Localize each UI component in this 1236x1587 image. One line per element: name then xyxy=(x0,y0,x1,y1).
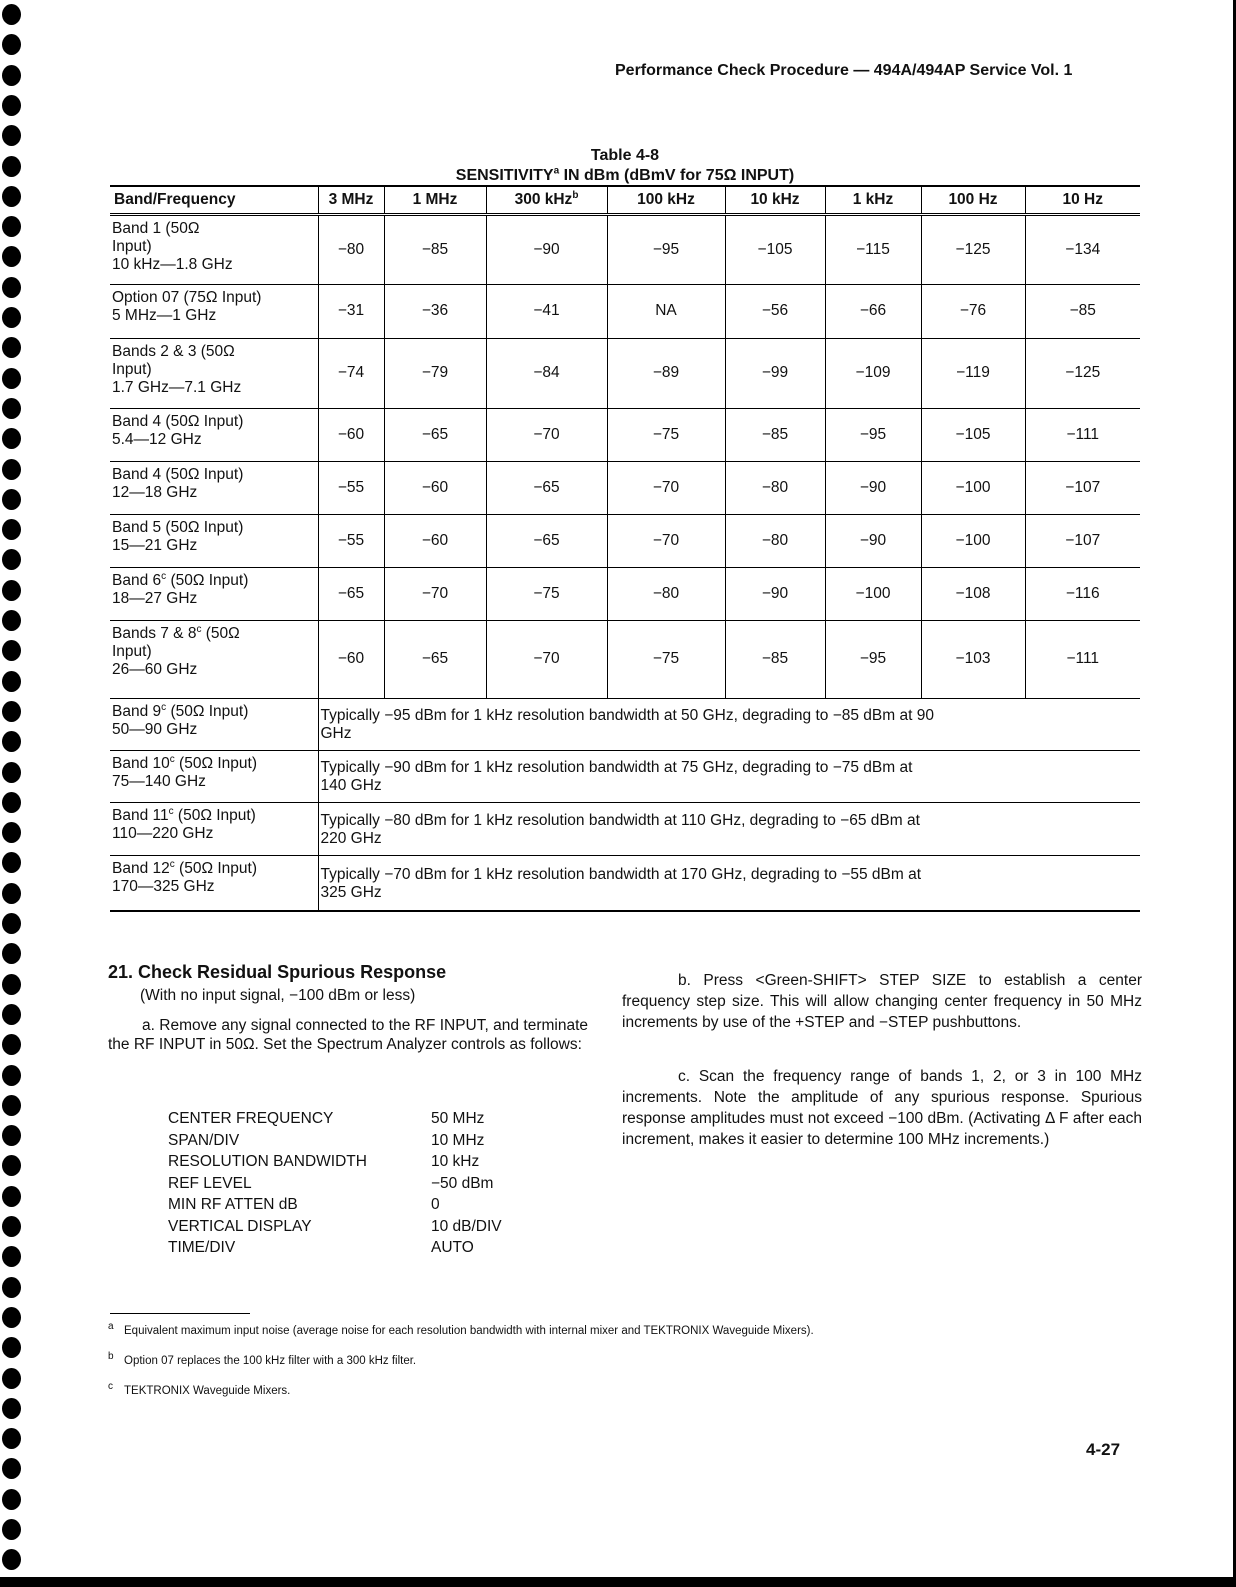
binder-hole xyxy=(2,1489,21,1510)
binder-hole xyxy=(2,216,21,237)
binder-holes xyxy=(0,0,26,1587)
value-cell: −60 xyxy=(318,620,384,698)
value-cell: −70 xyxy=(607,514,725,567)
setting-row: TIME/DIV AUTO xyxy=(168,1239,474,1256)
value-cell: −60 xyxy=(384,461,486,514)
value-cell: −109 xyxy=(825,338,921,408)
binder-hole xyxy=(2,368,21,389)
value-cell: −119 xyxy=(921,338,1025,408)
value-cell: −95 xyxy=(825,620,921,698)
value-cell: −60 xyxy=(318,408,384,461)
band-cell: Band 4 (50Ω Input) 5.4—12 GHz xyxy=(110,408,318,461)
value-cell: −115 xyxy=(825,214,921,284)
table-row xyxy=(110,514,1140,567)
table-title xyxy=(110,146,1140,186)
section-heading: 21. Check Residual Spurious Response xyxy=(108,962,447,982)
binder-hole xyxy=(2,1095,21,1116)
value-cell: −107 xyxy=(1025,514,1140,567)
binder-hole xyxy=(2,428,21,449)
setting-row: REF LEVEL −50 dBm xyxy=(168,1174,494,1192)
table-row-note xyxy=(110,698,1140,750)
value-cell: −90 xyxy=(486,214,607,284)
value-cell: −103 xyxy=(921,620,1025,698)
col-header-100khz: 100 kHz xyxy=(607,186,725,214)
value-cell: −31 xyxy=(318,284,384,338)
binder-hole xyxy=(2,701,21,722)
value-cell: −134 xyxy=(1025,214,1140,284)
binder-hole xyxy=(2,125,21,146)
table-label: Table 4-8 xyxy=(590,147,660,164)
footnote: b Option 07 replaces the 100 kHz filter with a 300 kHz filter. xyxy=(108,1351,417,1367)
binder-hole xyxy=(2,822,21,843)
binder-hole xyxy=(2,1246,21,1267)
binder-hole xyxy=(2,762,21,783)
binder-hole xyxy=(2,1155,21,1176)
value-cell: −80 xyxy=(725,514,825,567)
setting-row: CENTER FREQUENCY 50 MHz xyxy=(168,1110,485,1127)
value-cell: −95 xyxy=(825,408,921,461)
binder-hole xyxy=(2,792,21,813)
value-cell: −70 xyxy=(486,408,607,461)
setting-row: SPAN/DIV 10 MHz xyxy=(168,1131,485,1149)
binder-hole xyxy=(2,1307,21,1328)
value-cell: −65 xyxy=(486,514,607,567)
setting-row: VERTICAL DISPLAY 10 dB/DIV xyxy=(168,1217,502,1235)
value-cell: −70 xyxy=(607,461,725,514)
binder-hole xyxy=(2,4,21,25)
table-row xyxy=(110,461,1140,514)
value-cell: −80 xyxy=(725,461,825,514)
value-cell: −99 xyxy=(725,338,825,408)
band-cell: Option 07 (75Ω Input) 5 MHz—1 GHz xyxy=(110,284,318,338)
binder-hole xyxy=(2,34,21,55)
binder-hole xyxy=(2,1125,21,1146)
footnote: c TEKTRONIX Waveguide Mixers. xyxy=(108,1381,291,1397)
table-row-note xyxy=(110,802,1140,855)
step-a-paragraph: a. Remove any signal connected to the RF INPUT, and terminate the RF INPUT in 50Ω. Set the Spectrum Analyzer controls as follows: xyxy=(108,1017,588,1053)
table-row xyxy=(110,567,1140,620)
binder-hole xyxy=(2,337,21,358)
binder-hole xyxy=(2,1428,21,1449)
setting-row: MIN RF ATTEN dB 0 xyxy=(168,1196,440,1213)
note-cell: Typically −80 dBm for 1 kHz resolution bandwidth at 110 GHz, degrading to −65 dBm at 220 GHz xyxy=(318,802,1140,855)
table-row xyxy=(110,284,1140,338)
binder-hole xyxy=(2,95,21,116)
table-row xyxy=(110,338,1140,408)
value-cell: NA xyxy=(607,284,725,338)
col-header-100hz: 100 Hz xyxy=(921,186,1025,214)
value-cell: −66 xyxy=(825,284,921,338)
table-row-note xyxy=(110,855,1140,911)
value-cell: −90 xyxy=(825,461,921,514)
value-cell: −65 xyxy=(384,408,486,461)
step-b-paragraph: b. Press <Green-SHIFT> STEP SIZE to establish a center frequency step size. This will allow changing center frequency in 50 MHz increments by use of the +STEP and −STEP pushbuttons. xyxy=(622,972,1142,1031)
band-cell: Bands 7 & 8$^c$ (50Ω Input) 26—60 GHz xyxy=(110,620,318,698)
value-cell: −90 xyxy=(725,567,825,620)
band-cell: Band 9$^c$ (50Ω Input) 50—90 GHz xyxy=(110,698,318,750)
value-cell: −65 xyxy=(486,461,607,514)
value-cell: −85 xyxy=(725,620,825,698)
value-cell: −111 xyxy=(1025,620,1140,698)
binder-hole xyxy=(2,1337,21,1358)
page-number: 4-27 xyxy=(1086,1440,1121,1459)
binder-hole xyxy=(2,1277,21,1298)
footnote-rule xyxy=(110,1313,250,1314)
col-header-300khz: 300 kHz$^b$ xyxy=(486,186,607,214)
col-header-band: Band/Frequency xyxy=(110,186,318,214)
value-cell: −55 xyxy=(318,461,384,514)
col-header-10khz: 10 kHz xyxy=(725,186,825,214)
band-cell: Band 11$^c$ (50Ω Input) 110—220 GHz xyxy=(110,802,318,855)
binder-hole xyxy=(2,640,21,661)
binder-hole xyxy=(2,610,21,631)
binder-hole xyxy=(2,1368,21,1389)
binder-hole xyxy=(2,186,21,207)
value-cell: −80 xyxy=(318,214,384,284)
value-cell: −95 xyxy=(607,214,725,284)
value-cell: −105 xyxy=(921,408,1025,461)
value-cell: −89 xyxy=(607,338,725,408)
binder-hole xyxy=(2,65,21,86)
binder-hole xyxy=(2,156,21,177)
value-cell: −41 xyxy=(486,284,607,338)
value-cell: −74 xyxy=(318,338,384,408)
table-row xyxy=(110,408,1140,461)
table-row-note xyxy=(110,750,1140,802)
value-cell: −76 xyxy=(921,284,1025,338)
footnote: a Equivalent maximum input noise (average noise for each resolution bandwidth with internal mixer and TEKTRONIX Waveguide Mixers). xyxy=(108,1321,814,1337)
running-header: Performance Check Procedure — 494A/494AP Service Vol. 1 xyxy=(615,62,1073,79)
band-cell: Band 4 (50Ω Input) 12—18 GHz xyxy=(110,461,318,514)
binder-hole xyxy=(2,1034,21,1055)
binder-hole xyxy=(2,1004,21,1025)
value-cell: −80 xyxy=(607,567,725,620)
binder-hole xyxy=(2,1186,21,1207)
value-cell: −36 xyxy=(384,284,486,338)
value-cell: −107 xyxy=(1025,461,1140,514)
binder-hole xyxy=(2,489,21,510)
value-cell: −105 xyxy=(725,214,825,284)
binder-hole xyxy=(2,398,21,419)
binder-hole xyxy=(2,1065,21,1086)
step-c-paragraph: c. Scan the frequency range of bands 1, 2, or 3 in 100 MHz increments. Note the amplitude of any spurious response. Spurious response amplitudes must not exceed −100 dBm. (Activating Δ F after each increment, makes it easier to determine 100 MHz increments.) xyxy=(622,1068,1142,1148)
value-cell: −85 xyxy=(1025,284,1140,338)
value-cell: −70 xyxy=(486,620,607,698)
col-header-1khz: 1 kHz xyxy=(825,186,921,214)
value-cell: −56 xyxy=(725,284,825,338)
col-header-10hz: 10 Hz xyxy=(1025,186,1140,214)
binder-hole xyxy=(2,671,21,692)
value-cell: −111 xyxy=(1025,408,1140,461)
binder-hole xyxy=(2,1549,21,1570)
control-settings-list xyxy=(168,1108,568,1259)
binder-hole xyxy=(2,1398,21,1419)
binder-hole xyxy=(2,974,21,995)
value-cell: −85 xyxy=(384,214,486,284)
value-cell: −70 xyxy=(384,567,486,620)
value-cell: −79 xyxy=(384,338,486,408)
binder-hole xyxy=(2,1519,21,1540)
section-subheading: (With no input signal, −100 dBm or less) xyxy=(140,987,416,1004)
value-cell: −60 xyxy=(384,514,486,567)
value-cell: −90 xyxy=(825,514,921,567)
value-cell: −100 xyxy=(921,514,1025,567)
table-header-row xyxy=(110,186,1140,214)
note-cell: Typically −95 dBm for 1 kHz resolution bandwidth at 50 GHz, degrading to −85 dBm at 90 GHz xyxy=(318,698,1140,750)
binder-hole xyxy=(2,307,21,328)
value-cell: −55 xyxy=(318,514,384,567)
value-cell: −65 xyxy=(384,620,486,698)
band-cell: Band 12$^c$ (50Ω Input) 170—325 GHz xyxy=(110,855,318,911)
binder-hole xyxy=(2,1216,21,1237)
sensitivity-table xyxy=(110,185,1140,912)
value-cell: −65 xyxy=(318,567,384,620)
binder-hole xyxy=(2,943,21,964)
binder-hole xyxy=(2,277,21,298)
band-cell: Band 6$^c$ (50Ω Input) 18—27 GHz xyxy=(110,567,318,620)
value-cell: −85 xyxy=(725,408,825,461)
binder-hole xyxy=(2,883,21,904)
table-caption: SENSITIVITY$^a$ IN dBm (dBmV for 75Ω INPUT) xyxy=(455,165,795,184)
value-cell: −108 xyxy=(921,567,1025,620)
col-header-1mhz: 1 MHz xyxy=(384,186,486,214)
binder-hole xyxy=(2,549,21,570)
value-cell: −125 xyxy=(921,214,1025,284)
band-cell: Bands 2 & 3 (50Ω Input) 1.7 GHz—7.1 GHz xyxy=(110,338,318,408)
value-cell: −75 xyxy=(607,408,725,461)
value-cell: −100 xyxy=(921,461,1025,514)
value-cell: −75 xyxy=(486,567,607,620)
binder-hole xyxy=(2,1458,21,1479)
note-cell: Typically −90 dBm for 1 kHz resolution bandwidth at 75 GHz, degrading to −75 dBm at 140 GHz xyxy=(318,750,1140,802)
value-cell: −84 xyxy=(486,338,607,408)
table-row xyxy=(110,620,1140,698)
value-cell: −125 xyxy=(1025,338,1140,408)
value-cell: −100 xyxy=(825,567,921,620)
col-header-3mhz: 3 MHz xyxy=(318,186,384,214)
binder-hole xyxy=(2,913,21,934)
binder-hole xyxy=(2,459,21,480)
binder-hole xyxy=(2,519,21,540)
setting-row: RESOLUTION BANDWIDTH 10 kHz xyxy=(168,1153,480,1170)
value-cell: −75 xyxy=(607,620,725,698)
band-cell: Band 1 (50Ω Input) 10 kHz—1.8 GHz xyxy=(110,214,318,284)
binder-hole xyxy=(2,580,21,601)
note-cell: Typically −70 dBm for 1 kHz resolution bandwidth at 170 GHz, degrading to −55 dBm at 325 GHz xyxy=(318,855,1140,911)
band-cell: Band 5 (50Ω Input) 15—21 GHz xyxy=(110,514,318,567)
binder-hole xyxy=(2,852,21,873)
binder-hole xyxy=(2,731,21,752)
table-row xyxy=(110,214,1140,284)
binder-hole xyxy=(2,246,21,267)
value-cell: −116 xyxy=(1025,567,1140,620)
band-cell: Band 10$^c$ (50Ω Input) 75—140 GHz xyxy=(110,750,318,802)
scan-border xyxy=(0,1577,1236,1587)
